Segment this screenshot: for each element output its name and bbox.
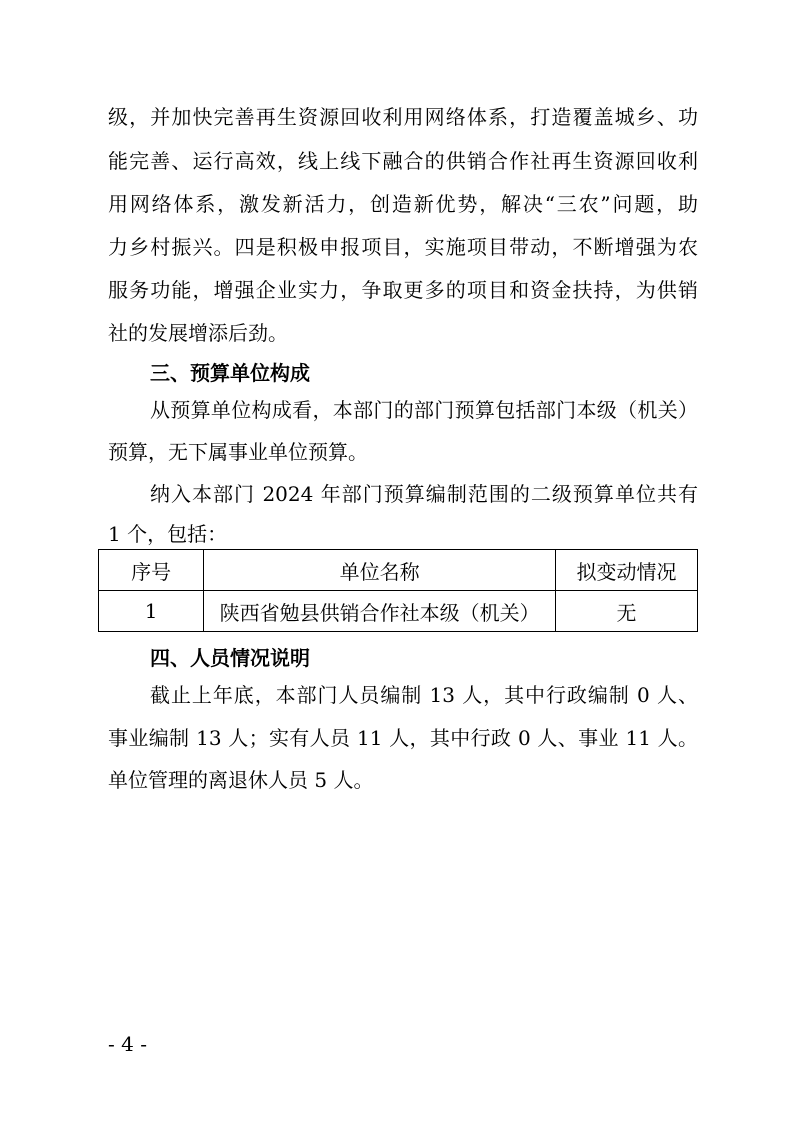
text-line: 服务功能，增强企业实力，争取更多的项目和资金扶持，为供销 — [108, 278, 698, 302]
cell-change: 无 — [555, 591, 697, 632]
section-heading-budget-units: 三、预算单位构成 — [150, 361, 310, 385]
header-unit-name: 单位名称 — [204, 550, 556, 591]
header-change: 拟变动情况 — [555, 550, 697, 591]
table-row — [99, 591, 698, 632]
header-seq: 序号 — [99, 550, 204, 591]
budget-units-table — [98, 549, 698, 632]
text-line: 预算，无下属事业单位预算。 — [108, 440, 368, 464]
text-line: 能完善、运行高效，线上线下融合的供销合作社再生资源回收利 — [108, 149, 698, 173]
text-line: 力乡村振兴。四是积极申报项目，实施项目带动，不断增强为农 — [108, 235, 698, 259]
text-line: 事业编制 13 人；实有人员 11 人，其中行政 0 人、事业 11 人。 — [108, 726, 698, 750]
text-line: 从预算单位构成看，本部门的部门预算包括部门本级（机关） — [150, 398, 698, 422]
text-line: 纳入本部门 2024 年部门预算编制范围的二级预算单位共有 — [150, 482, 698, 506]
page-number: - 4 - — [108, 1032, 147, 1056]
text-line: 1 个，包括： — [108, 522, 228, 546]
text-line: 用网络体系，激发新活力，创造新优势，解决“三农”问题，助 — [108, 192, 698, 216]
text-line: 单位管理的离退休人员 5 人。 — [108, 768, 374, 792]
text-line: 社的发展增添后劲。 — [108, 321, 288, 345]
table-header-row — [99, 550, 698, 591]
section-heading-personnel: 四、人员情况说明 — [150, 646, 310, 670]
text-line: 截止上年底，本部门人员编制 13 人，其中行政编制 0 人、 — [150, 683, 698, 707]
cell-seq: 1 — [99, 591, 204, 632]
cell-unit-name: 陕西省勉县供销合作社本级（机关） — [204, 591, 556, 632]
text-line: 级，并加快完善再生资源回收利用网络体系，打造覆盖城乡、功 — [108, 105, 698, 129]
